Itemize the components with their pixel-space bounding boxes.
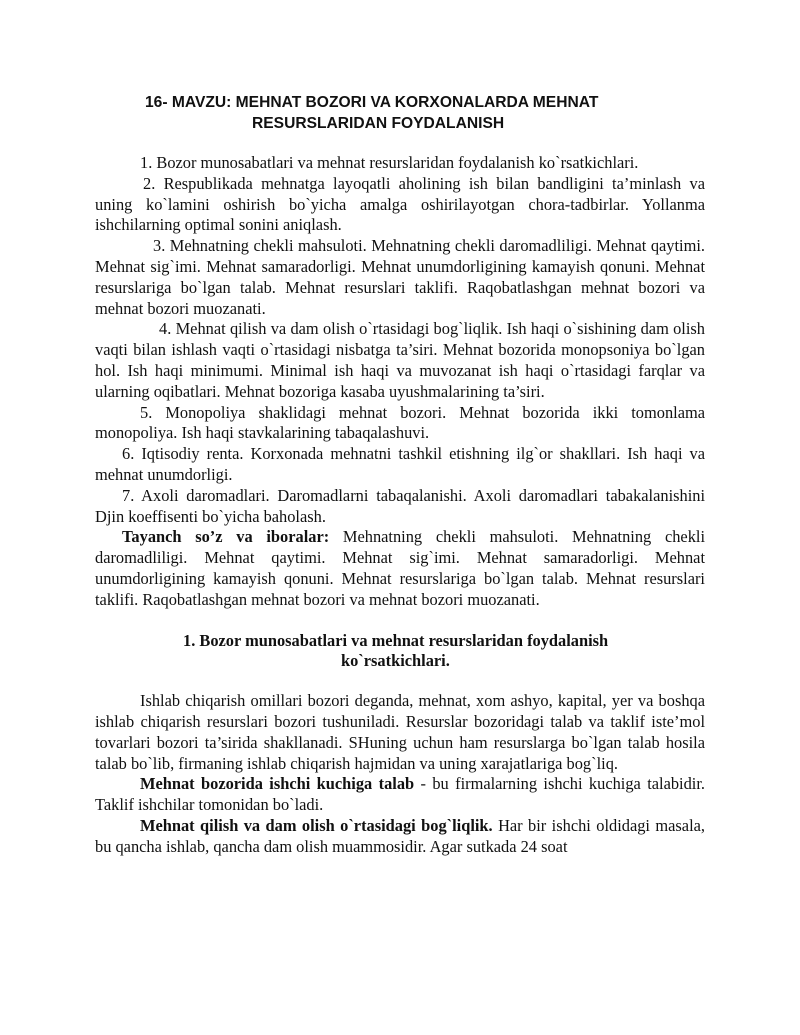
- keywords-paragraph: [95, 527, 705, 610]
- plan-item-2: 2. Respublikada mehnatga layoqatli aholining ish bilan bandligini ta’minlash va uning ko`lamini oshirish bo`yicha amalga oshirilayotgan chora-tadbirlar. Yollanma ishchilarning optimal sonini aniqlash.: [95, 173, 705, 235]
- work-leisure-text: Har bir ishchi oldidagi masala, bu qancha ishlab, qancha dam olish muammosidir. Agar sutkada 24 soat: [95, 815, 705, 856]
- title-line-1: 16- MAVZU: MEHNAT BOZORI VA KORXONALARDA MEHNAT: [145, 94, 599, 111]
- plan-item-5: 5. Monopoliya shaklidagi mehnat bozori. Mehnat bozorida ikki tomonlama monopoliya. Ish haqi stavkalarining tabaqalashuvi.: [95, 402, 705, 443]
- topic-plan: [95, 153, 705, 527]
- plan-item-4: 4. Mehnat qilish va dam olish o`rtasidagi bog`liqlik. Ish haqi o`sishining dam olish vaqti bilan ishlash vaqti o`rtasidagi nisbatga ta’siri. Mehnat bozorida monopsoniya bo`lgan hol. Ish haqi minimumi. Minimal ish haqi va muvozanat ish haqi o`rtasidagi farqlar va ularning oqibatlari. Mehnat bozoriga kasaba uyushmalarining ta’siri.: [95, 319, 705, 401]
- section-1-heading-line-2: ko`rsatkichlari.: [341, 651, 450, 671]
- labor-demand-term: Mehnat bozorida ishchi kuchiga talab: [140, 774, 415, 794]
- section-1-heading: [95, 631, 705, 673]
- work-leisure-term: Mehnat qilish va dam olish o`rtasidagi bog`liqlik.: [140, 815, 493, 835]
- section-1-paragraph-3: [95, 816, 705, 858]
- document-title: [95, 92, 705, 134]
- section-1-paragraph-2: [95, 774, 705, 816]
- keywords-text: Mehnatning chekli mahsuloti. Mehnatning chekli daromadliligi. Mehnat qaytimi. Mehnat sig`imi. Mehnat samaradorligi. Mehnat unumdorligining kamayish qonuni. Mehnat resurslariga bo`lgan talab. Mehnat resurslari taklifi. Raqobatlashgan mehnat bozori va mehnat bozori muozanati.: [95, 527, 706, 609]
- plan-item-1: 1. Bozor munosabatlari va mehnat resurslaridan foydalanish ko`rsatkichlari.: [140, 153, 639, 172]
- labor-demand-text: - bu firmalarning ishchi kuchiga talabidir. Taklif ishchilar tomonidan bo`ladi.: [95, 774, 705, 815]
- title-line-2: RESURSLARIDAN FOYDALANISH: [252, 115, 505, 132]
- plan-item-7: 7. Axoli daromadlari. Daromadlarni tabaqalanishi. Axoli daromadlari tabakalanishini Djin koeffisenti bo`yicha baholash.: [95, 485, 705, 526]
- section-1-heading-line-1: 1. Bozor munosabatlari va mehnat resurslaridan foydalanish: [183, 630, 609, 650]
- section-1-paragraph-1: Ishlab chiqarish omillari bozori deganda, mehnat, xom ashyo, kapital, yer va boshqa ishlab chiqarish resurslari bozori tushuniladi. Resurslar bozoridagi talab va taklif iste’mol tovarlari bozori ta’sirida shakllanadi. SHuning uchun ham resurslarga bo`lgan talab hosila talab bo`lib, firmaning ishlab chiqarish hajmidan va uning xarajatlariga bog`liq.: [95, 691, 705, 773]
- document-page: [95, 92, 705, 858]
- plan-item-6: 6. Iqtisodiy renta. Korxonada mehnatni tashkil etishning ilg`or shakllari. Ish haqi va mehnat unumdorligi.: [95, 444, 705, 484]
- keywords-label: Tayanch so’z va iboralar:: [122, 527, 330, 547]
- plan-item-3: 3. Mehnatning chekli mahsuloti. Mehnatning chekli daromadliligi. Mehnat qaytimi. Mehnat sig`imi. Mehnat samaradorligi. Mehnat unumdorligining kamayish qonuni. Mehnat resurslariga bo`lgan talab. Mehnat resurslari taklifi. Raqobatlashgan mehnat bozori va mehnat bozori muozanati.: [95, 236, 705, 318]
